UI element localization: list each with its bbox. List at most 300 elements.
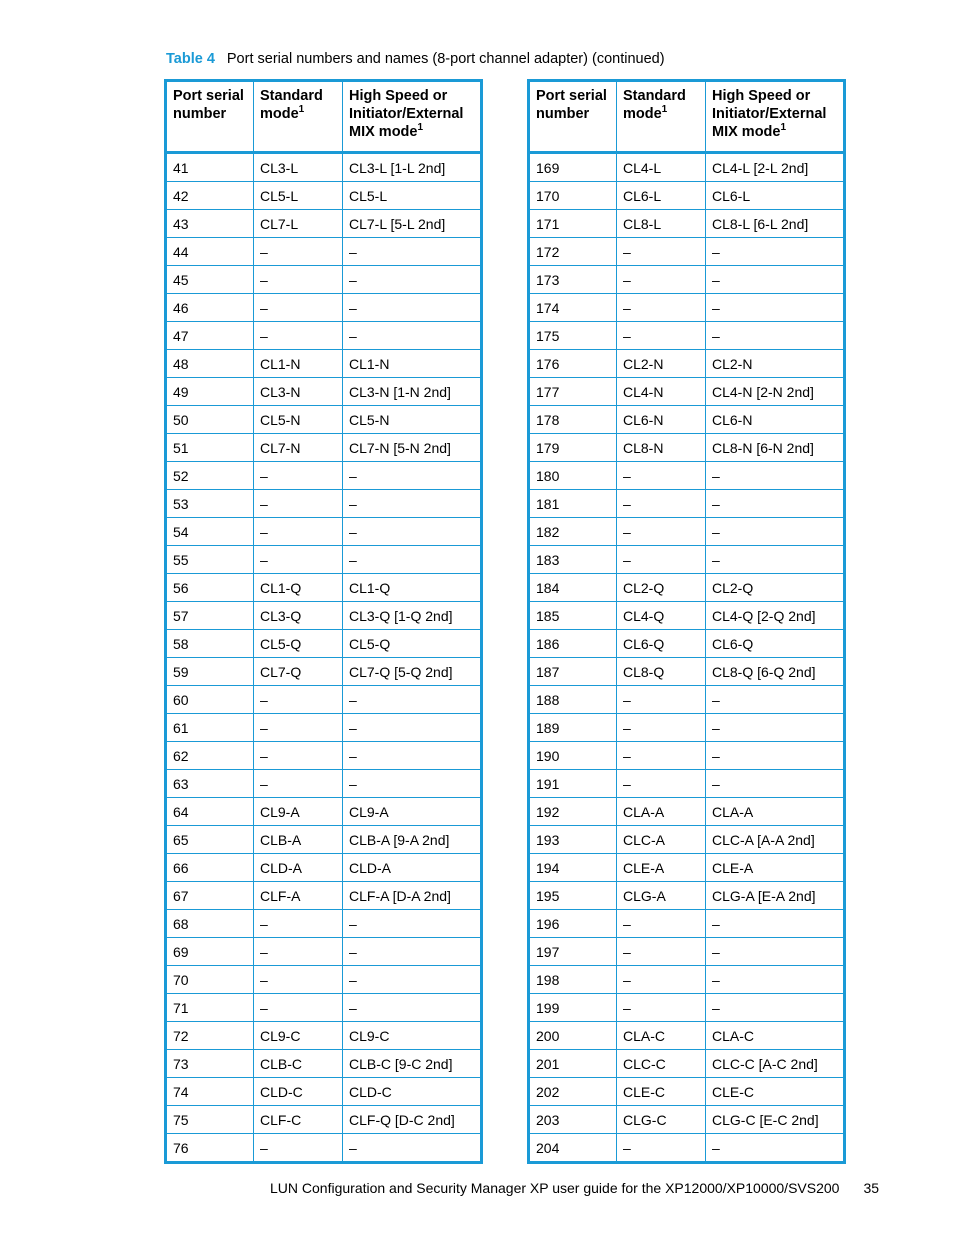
cell-standard-mode: – — [617, 1134, 706, 1163]
table-row — [529, 630, 845, 658]
cell-port-serial: 194 — [529, 854, 617, 882]
cell-high-speed-mode: CL6-L — [706, 182, 845, 210]
cell-port-serial: 47 — [166, 322, 254, 350]
cell-port-serial: 203 — [529, 1106, 617, 1134]
cell-standard-mode: CL3-N — [254, 378, 343, 406]
cell-high-speed-mode: – — [706, 994, 845, 1022]
cell-high-speed-mode: – — [343, 238, 482, 266]
cell-port-serial: 191 — [529, 770, 617, 798]
table-row — [529, 742, 845, 770]
cell-port-serial: 171 — [529, 210, 617, 238]
header-high-speed-mode: High Speed or Initiator/External MIX mode$^1$ — [706, 81, 845, 153]
table-row — [166, 322, 482, 350]
cell-high-speed-mode: CL2-Q — [706, 574, 845, 602]
cell-port-serial: 42 — [166, 182, 254, 210]
cell-standard-mode: – — [617, 686, 706, 714]
cell-standard-mode: – — [254, 238, 343, 266]
table-row — [529, 406, 845, 434]
cell-high-speed-mode: – — [343, 686, 482, 714]
cell-high-speed-mode: – — [343, 322, 482, 350]
table-label: Table 4 — [166, 51, 215, 67]
cell-port-serial: 170 — [529, 182, 617, 210]
cell-standard-mode: – — [254, 938, 343, 966]
table-row — [529, 1022, 845, 1050]
table-header-row — [529, 81, 845, 153]
cell-port-serial: 75 — [166, 1106, 254, 1134]
table-row — [166, 1106, 482, 1134]
cell-standard-mode: – — [617, 546, 706, 574]
table-row — [166, 238, 482, 266]
cell-port-serial: 41 — [166, 153, 254, 182]
table-row — [166, 882, 482, 910]
table-row — [529, 910, 845, 938]
table-row — [529, 1106, 845, 1134]
cell-standard-mode: CL7-L — [254, 210, 343, 238]
table-row — [166, 938, 482, 966]
cell-high-speed-mode: – — [343, 294, 482, 322]
cell-high-speed-mode: CLD-A — [343, 854, 482, 882]
cell-port-serial: 58 — [166, 630, 254, 658]
cell-high-speed-mode: CL5-N — [343, 406, 482, 434]
table-caption — [166, 51, 665, 67]
cell-standard-mode: – — [254, 994, 343, 1022]
cell-high-speed-mode: – — [343, 910, 482, 938]
port-table-right — [527, 79, 846, 1164]
cell-port-serial: 52 — [166, 462, 254, 490]
table-row — [166, 910, 482, 938]
cell-port-serial: 188 — [529, 686, 617, 714]
table-row — [166, 546, 482, 574]
cell-high-speed-mode: CL4-L [2-L 2nd] — [706, 153, 845, 182]
cell-high-speed-mode: – — [343, 1134, 482, 1163]
header-standard-mode: Standard mode$^1$ — [617, 81, 706, 153]
cell-high-speed-mode: – — [706, 238, 845, 266]
cell-port-serial: 44 — [166, 238, 254, 266]
cell-high-speed-mode: CLB-C [9-C 2nd] — [343, 1050, 482, 1078]
cell-high-speed-mode: CLF-A [D-A 2nd] — [343, 882, 482, 910]
cell-port-serial: 176 — [529, 350, 617, 378]
cell-port-serial: 54 — [166, 518, 254, 546]
cell-port-serial: 180 — [529, 462, 617, 490]
cell-high-speed-mode: – — [706, 546, 845, 574]
cell-port-serial: 51 — [166, 434, 254, 462]
table-row — [166, 434, 482, 462]
header-port-serial: Port serial number — [166, 81, 254, 153]
cell-standard-mode: CL6-Q — [617, 630, 706, 658]
table-row — [166, 686, 482, 714]
table-row — [529, 714, 845, 742]
cell-high-speed-mode: – — [343, 546, 482, 574]
cell-high-speed-mode: CL7-Q [5-Q 2nd] — [343, 658, 482, 686]
cell-port-serial: 169 — [529, 153, 617, 182]
cell-high-speed-mode: – — [706, 770, 845, 798]
cell-port-serial: 201 — [529, 1050, 617, 1078]
cell-port-serial: 43 — [166, 210, 254, 238]
cell-standard-mode: – — [617, 910, 706, 938]
cell-high-speed-mode: CL1-Q — [343, 574, 482, 602]
table-row — [529, 546, 845, 574]
cell-port-serial: 63 — [166, 770, 254, 798]
table-row — [529, 518, 845, 546]
cell-standard-mode: – — [254, 714, 343, 742]
cell-port-serial: 204 — [529, 1134, 617, 1163]
table-row — [166, 490, 482, 518]
cell-port-serial: 68 — [166, 910, 254, 938]
cell-standard-mode: – — [617, 742, 706, 770]
table-row — [529, 378, 845, 406]
cell-port-serial: 185 — [529, 602, 617, 630]
table-row — [166, 1022, 482, 1050]
cell-standard-mode: – — [254, 910, 343, 938]
cell-high-speed-mode: – — [343, 462, 482, 490]
cell-port-serial: 187 — [529, 658, 617, 686]
table-row — [529, 966, 845, 994]
header-high-speed-mode: High Speed or Initiator/External MIX mode$^1$ — [343, 81, 482, 153]
cell-standard-mode: CL8-L — [617, 210, 706, 238]
cell-standard-mode: – — [617, 238, 706, 266]
cell-high-speed-mode: CLG-C [E-C 2nd] — [706, 1106, 845, 1134]
cell-high-speed-mode: CLC-A [A-A 2nd] — [706, 826, 845, 854]
cell-port-serial: 181 — [529, 490, 617, 518]
cell-high-speed-mode: – — [706, 686, 845, 714]
cell-port-serial: 172 — [529, 238, 617, 266]
cell-high-speed-mode: – — [343, 490, 482, 518]
cell-high-speed-mode: CLC-C [A-C 2nd] — [706, 1050, 845, 1078]
cell-high-speed-mode: CLG-A [E-A 2nd] — [706, 882, 845, 910]
table-row — [529, 462, 845, 490]
cell-standard-mode: CL4-L — [617, 153, 706, 182]
cell-port-serial: 50 — [166, 406, 254, 434]
cell-port-serial: 74 — [166, 1078, 254, 1106]
cell-high-speed-mode: – — [343, 714, 482, 742]
cell-standard-mode: CL6-N — [617, 406, 706, 434]
cell-high-speed-mode: CL2-N — [706, 350, 845, 378]
cell-port-serial: 173 — [529, 266, 617, 294]
cell-high-speed-mode: – — [706, 294, 845, 322]
table-row — [166, 574, 482, 602]
table-row — [529, 994, 845, 1022]
cell-standard-mode: CL8-N — [617, 434, 706, 462]
cell-standard-mode: – — [254, 294, 343, 322]
cell-port-serial: 178 — [529, 406, 617, 434]
cell-standard-mode: – — [617, 322, 706, 350]
port-table-left — [164, 79, 483, 1164]
cell-standard-mode: CLC-C — [617, 1050, 706, 1078]
cell-standard-mode: CLF-A — [254, 882, 343, 910]
table-row — [166, 1134, 482, 1163]
cell-high-speed-mode: CL4-Q [2-Q 2nd] — [706, 602, 845, 630]
table-row — [529, 1078, 845, 1106]
table-row — [529, 182, 845, 210]
table-row — [529, 1134, 845, 1163]
table-row — [529, 434, 845, 462]
cell-high-speed-mode: CLE-C — [706, 1078, 845, 1106]
cell-standard-mode: – — [254, 518, 343, 546]
cell-high-speed-mode: CLA-C — [706, 1022, 845, 1050]
cell-standard-mode: – — [254, 686, 343, 714]
page-number: 35 — [863, 1180, 880, 1196]
table-row — [166, 770, 482, 798]
table-row — [166, 294, 482, 322]
cell-high-speed-mode: CL5-Q — [343, 630, 482, 658]
cell-high-speed-mode: – — [343, 518, 482, 546]
cell-high-speed-mode: – — [343, 966, 482, 994]
cell-standard-mode: CLB-C — [254, 1050, 343, 1078]
cell-port-serial: 200 — [529, 1022, 617, 1050]
cell-high-speed-mode: CL1-N — [343, 350, 482, 378]
table-title: Port serial numbers and names (8-port channel adapter) (continued) — [226, 51, 665, 67]
cell-port-serial: 57 — [166, 602, 254, 630]
cell-port-serial: 71 — [166, 994, 254, 1022]
cell-port-serial: 45 — [166, 266, 254, 294]
cell-standard-mode: – — [617, 770, 706, 798]
cell-standard-mode: CL9-C — [254, 1022, 343, 1050]
table-row — [166, 798, 482, 826]
cell-standard-mode: – — [254, 490, 343, 518]
cell-port-serial: 72 — [166, 1022, 254, 1050]
table-row — [166, 518, 482, 546]
table-row — [529, 1050, 845, 1078]
cell-standard-mode: CLC-A — [617, 826, 706, 854]
cell-port-serial: 46 — [166, 294, 254, 322]
table-row — [529, 854, 845, 882]
table-row — [166, 1050, 482, 1078]
table-row — [166, 406, 482, 434]
cell-high-speed-mode: – — [706, 518, 845, 546]
cell-high-speed-mode: CL5-L — [343, 182, 482, 210]
cell-port-serial: 65 — [166, 826, 254, 854]
cell-port-serial: 69 — [166, 938, 254, 966]
cell-high-speed-mode: – — [706, 714, 845, 742]
table-row — [166, 630, 482, 658]
cell-standard-mode: CL4-Q — [617, 602, 706, 630]
cell-port-serial: 177 — [529, 378, 617, 406]
table-row — [166, 153, 482, 182]
cell-standard-mode: CLE-C — [617, 1078, 706, 1106]
cell-high-speed-mode: CL8-N [6-N 2nd] — [706, 434, 845, 462]
table-row — [529, 490, 845, 518]
cell-high-speed-mode: – — [343, 742, 482, 770]
cell-high-speed-mode: CLE-A — [706, 854, 845, 882]
cell-port-serial: 64 — [166, 798, 254, 826]
cell-high-speed-mode: CL8-L [6-L 2nd] — [706, 210, 845, 238]
cell-standard-mode: – — [254, 1134, 343, 1163]
cell-high-speed-mode: CLD-C — [343, 1078, 482, 1106]
cell-port-serial: 183 — [529, 546, 617, 574]
cell-high-speed-mode: – — [343, 266, 482, 294]
table-row — [529, 686, 845, 714]
cell-standard-mode: – — [254, 322, 343, 350]
cell-port-serial: 196 — [529, 910, 617, 938]
table-row — [529, 238, 845, 266]
cell-port-serial: 67 — [166, 882, 254, 910]
table-row — [166, 378, 482, 406]
table-row — [166, 658, 482, 686]
table-row — [529, 882, 845, 910]
cell-standard-mode: CLD-C — [254, 1078, 343, 1106]
cell-port-serial: 198 — [529, 966, 617, 994]
table-row — [166, 854, 482, 882]
cell-high-speed-mode: CLA-A — [706, 798, 845, 826]
table-row — [166, 462, 482, 490]
cell-high-speed-mode: CL9-C — [343, 1022, 482, 1050]
page-footer — [270, 1180, 879, 1196]
header-standard-mode: Standard mode$^1$ — [254, 81, 343, 153]
cell-standard-mode: CL8-Q — [617, 658, 706, 686]
cell-standard-mode: CLD-A — [254, 854, 343, 882]
cell-port-serial: 184 — [529, 574, 617, 602]
cell-standard-mode: CLA-C — [617, 1022, 706, 1050]
cell-standard-mode: CL5-N — [254, 406, 343, 434]
header-port-serial: Port serial number — [529, 81, 617, 153]
table-row — [166, 966, 482, 994]
table-row — [529, 826, 845, 854]
cell-standard-mode: CLB-A — [254, 826, 343, 854]
cell-standard-mode: CL7-N — [254, 434, 343, 462]
cell-port-serial: 199 — [529, 994, 617, 1022]
cell-standard-mode: – — [617, 462, 706, 490]
cell-port-serial: 175 — [529, 322, 617, 350]
cell-port-serial: 56 — [166, 574, 254, 602]
table-row — [529, 153, 845, 182]
cell-port-serial: 202 — [529, 1078, 617, 1106]
cell-high-speed-mode: – — [706, 1134, 845, 1163]
cell-port-serial: 76 — [166, 1134, 254, 1163]
cell-port-serial: 62 — [166, 742, 254, 770]
cell-high-speed-mode: CLB-A [9-A 2nd] — [343, 826, 482, 854]
cell-standard-mode: CLF-C — [254, 1106, 343, 1134]
cell-port-serial: 193 — [529, 826, 617, 854]
table-row — [166, 602, 482, 630]
table-row — [166, 826, 482, 854]
cell-high-speed-mode: CL8-Q [6-Q 2nd] — [706, 658, 845, 686]
cell-standard-mode: – — [617, 994, 706, 1022]
table-row — [529, 602, 845, 630]
cell-port-serial: 55 — [166, 546, 254, 574]
cell-high-speed-mode: CL9-A — [343, 798, 482, 826]
cell-port-serial: 70 — [166, 966, 254, 994]
cell-high-speed-mode: – — [706, 462, 845, 490]
cell-standard-mode: CLE-A — [617, 854, 706, 882]
cell-standard-mode: – — [617, 518, 706, 546]
cell-standard-mode: CLG-A — [617, 882, 706, 910]
table-row — [529, 266, 845, 294]
cell-high-speed-mode: CL7-L [5-L 2nd] — [343, 210, 482, 238]
cell-standard-mode: – — [254, 966, 343, 994]
cell-standard-mode: CL7-Q — [254, 658, 343, 686]
cell-port-serial: 73 — [166, 1050, 254, 1078]
cell-port-serial: 60 — [166, 686, 254, 714]
cell-standard-mode: CL2-Q — [617, 574, 706, 602]
cell-standard-mode: CL9-A — [254, 798, 343, 826]
cell-high-speed-mode: – — [706, 322, 845, 350]
cell-standard-mode: – — [254, 462, 343, 490]
cell-high-speed-mode: CL3-L [1-L 2nd] — [343, 153, 482, 182]
table-row — [166, 1078, 482, 1106]
cell-standard-mode: CL2-N — [617, 350, 706, 378]
cell-high-speed-mode: – — [706, 966, 845, 994]
cell-standard-mode: CL6-L — [617, 182, 706, 210]
table-header-row — [166, 81, 482, 153]
cell-standard-mode: CL5-Q — [254, 630, 343, 658]
cell-port-serial: 66 — [166, 854, 254, 882]
cell-standard-mode: – — [617, 938, 706, 966]
cell-port-serial: 59 — [166, 658, 254, 686]
cell-high-speed-mode: – — [343, 770, 482, 798]
cell-port-serial: 189 — [529, 714, 617, 742]
table-row — [166, 266, 482, 294]
table-row — [529, 350, 845, 378]
cell-standard-mode: CL1-N — [254, 350, 343, 378]
cell-standard-mode: – — [254, 770, 343, 798]
cell-port-serial: 195 — [529, 882, 617, 910]
cell-port-serial: 182 — [529, 518, 617, 546]
cell-port-serial: 48 — [166, 350, 254, 378]
table-row — [529, 294, 845, 322]
table-row — [529, 938, 845, 966]
cell-high-speed-mode: – — [343, 994, 482, 1022]
cell-standard-mode: CLA-A — [617, 798, 706, 826]
cell-port-serial: 179 — [529, 434, 617, 462]
cell-high-speed-mode: CL4-N [2-N 2nd] — [706, 378, 845, 406]
cell-standard-mode: – — [254, 742, 343, 770]
cell-standard-mode: – — [617, 966, 706, 994]
cell-port-serial: 190 — [529, 742, 617, 770]
cell-port-serial: 61 — [166, 714, 254, 742]
table-row — [529, 770, 845, 798]
table-row — [529, 658, 845, 686]
cell-standard-mode: CL5-L — [254, 182, 343, 210]
table-row — [529, 322, 845, 350]
table-row — [166, 742, 482, 770]
table-row — [166, 182, 482, 210]
cell-high-speed-mode: – — [706, 266, 845, 294]
cell-standard-mode: – — [617, 266, 706, 294]
table-row — [166, 994, 482, 1022]
cell-standard-mode: CL1-Q — [254, 574, 343, 602]
cell-standard-mode: – — [617, 490, 706, 518]
cell-port-serial: 49 — [166, 378, 254, 406]
cell-port-serial: 53 — [166, 490, 254, 518]
cell-port-serial: 197 — [529, 938, 617, 966]
table-row — [529, 574, 845, 602]
table-row — [529, 210, 845, 238]
cell-port-serial: 192 — [529, 798, 617, 826]
cell-standard-mode: – — [254, 546, 343, 574]
cell-high-speed-mode: CLF-Q [D-C 2nd] — [343, 1106, 482, 1134]
cell-standard-mode: CLG-C — [617, 1106, 706, 1134]
cell-high-speed-mode: CL6-Q — [706, 630, 845, 658]
cell-high-speed-mode: CL3-N [1-N 2nd] — [343, 378, 482, 406]
footer-text: LUN Configuration and Security Manager XP user guide for the XP12000/XP10000/SVS200 — [270, 1180, 840, 1196]
cell-port-serial: 174 — [529, 294, 617, 322]
cell-high-speed-mode: – — [343, 938, 482, 966]
cell-standard-mode: CL3-L — [254, 153, 343, 182]
cell-standard-mode: CL3-Q — [254, 602, 343, 630]
cell-high-speed-mode: – — [706, 910, 845, 938]
cell-high-speed-mode: – — [706, 742, 845, 770]
cell-high-speed-mode: – — [706, 938, 845, 966]
cell-high-speed-mode: CL3-Q [1-Q 2nd] — [343, 602, 482, 630]
table-row — [166, 714, 482, 742]
cell-standard-mode: CL4-N — [617, 378, 706, 406]
cell-high-speed-mode: CL7-N [5-N 2nd] — [343, 434, 482, 462]
cell-standard-mode: – — [254, 266, 343, 294]
cell-high-speed-mode: – — [706, 490, 845, 518]
cell-standard-mode: – — [617, 294, 706, 322]
table-row — [529, 798, 845, 826]
table-row — [166, 350, 482, 378]
